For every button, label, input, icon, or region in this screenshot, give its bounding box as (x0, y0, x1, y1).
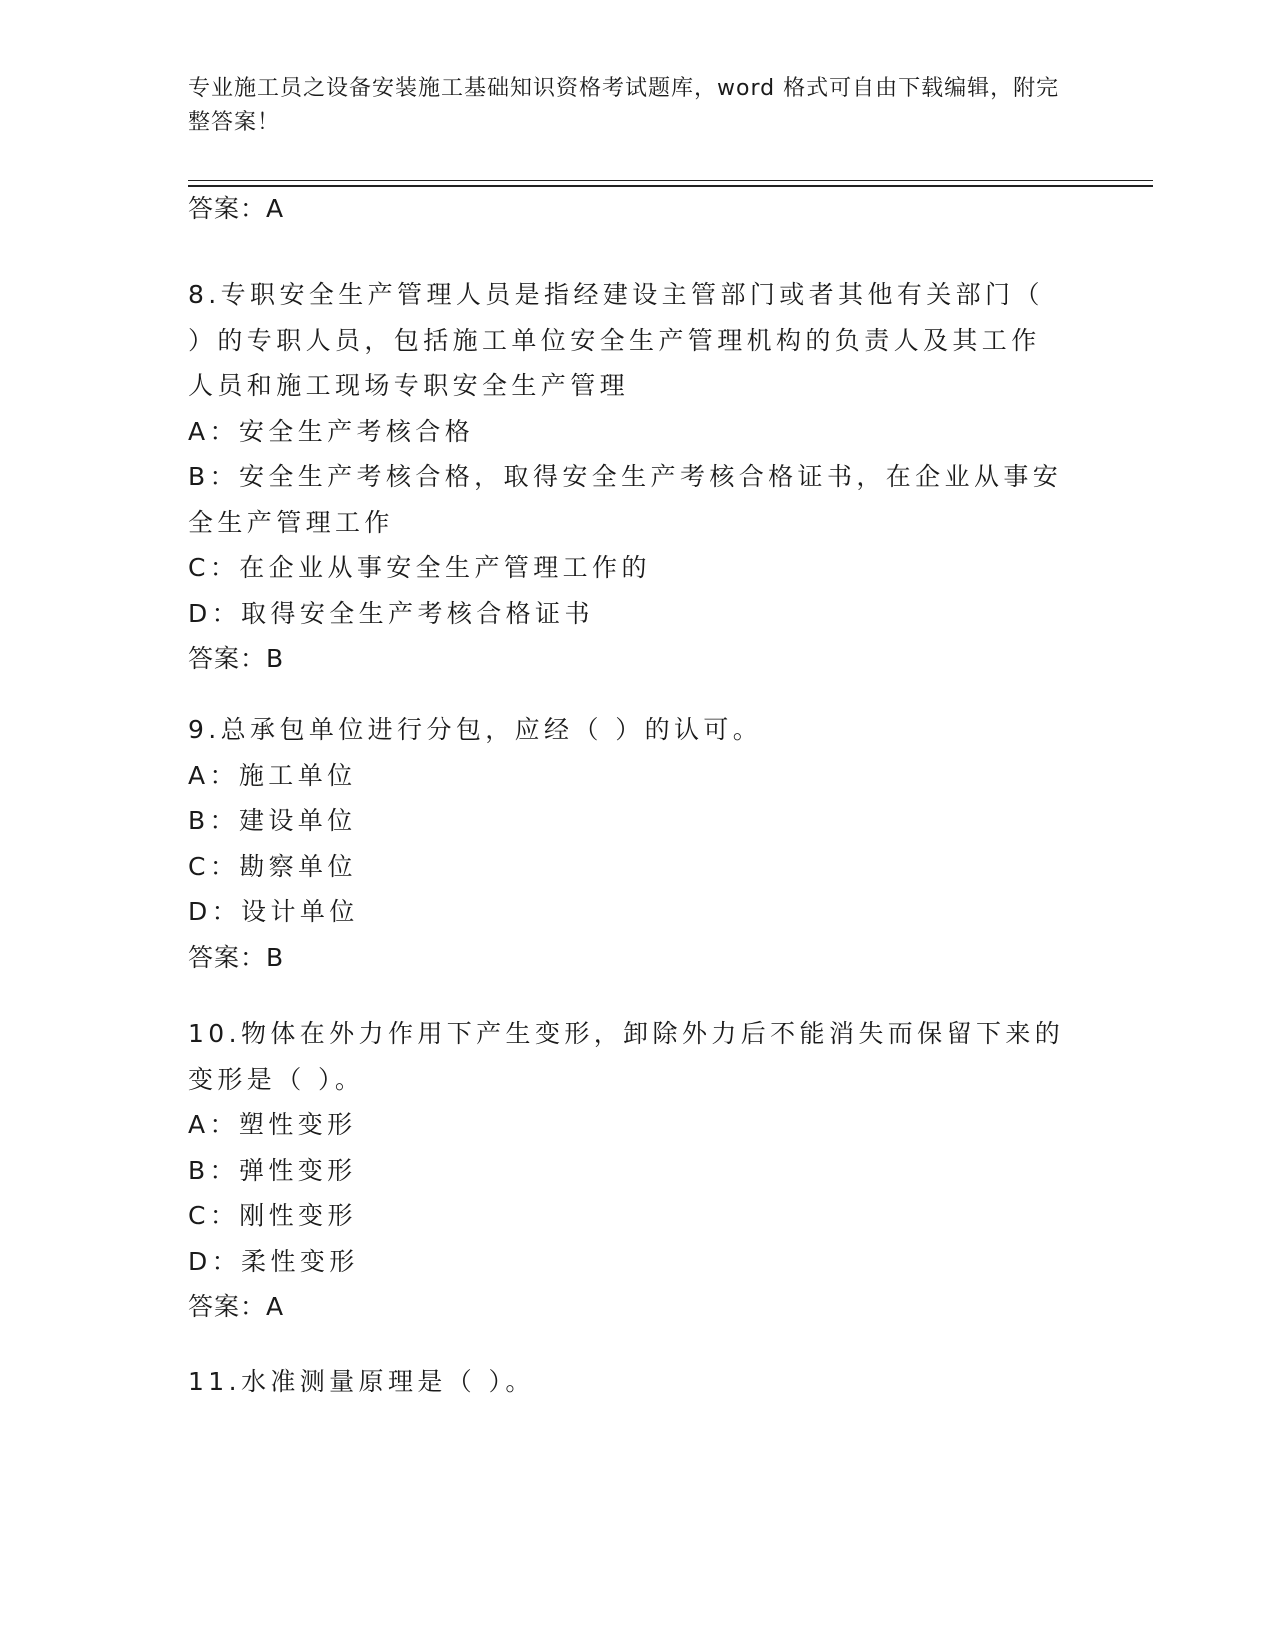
option-b: B：建设单位 (188, 806, 357, 835)
question-stem: 10.物体在外力作用下产生变形，卸除外力后不能消失而保留下来的变形是（ ）。 (188, 1019, 1065, 1094)
question-10 (188, 1011, 1068, 1330)
answer-line: 答案：B (188, 644, 285, 673)
document-header: 专业施工员之设备安装施工基础知识资格考试题库，word 格式可自由下载编辑，附完整答案！ (188, 76, 1060, 135)
option-c: C：勘察单位 (188, 851, 357, 881)
option-c: C：在企业从事安全生产管理工作的 (188, 553, 651, 582)
option-a: A：塑性变形 (188, 1110, 357, 1139)
option-d: D：取得安全生产考核合格证书 (188, 598, 594, 628)
question-stem: 8.专职安全生产管理人员是指经建设主管部门或者其他有关部门（ ）的专职人员，包括施工单位安全生产管理机构的负责人及其工作人员和施工现场专职安全生产管理 (188, 280, 1044, 400)
question-9 (188, 707, 1068, 981)
header-rule-thin (188, 180, 1153, 181)
previous-answer-block (188, 186, 1068, 232)
option-b: B：弹性变形 (188, 1155, 357, 1185)
option-b: B：安全生产考核合格，取得安全生产考核合格证书，在企业从事安全生产管理工作 (188, 462, 1063, 537)
answer-line: 答案：B (188, 942, 285, 972)
question-stem: 9.总承包单位进行分包，应经（ ）的认可。 (188, 715, 763, 744)
question-8 (188, 272, 1068, 682)
answer-line: 答案：A (188, 194, 285, 223)
question-11 (188, 1359, 1068, 1405)
option-a: A：安全生产考核合格 (188, 416, 475, 446)
option-a: A：施工单位 (188, 760, 357, 790)
option-c: C：刚性变形 (188, 1201, 357, 1230)
option-d: D：柔性变形 (188, 1246, 359, 1276)
option-d: D：设计单位 (188, 897, 359, 926)
question-stem: 11.水准测量原理是（ ）。 (188, 1367, 535, 1396)
answer-line: 答案：A (188, 1292, 285, 1321)
